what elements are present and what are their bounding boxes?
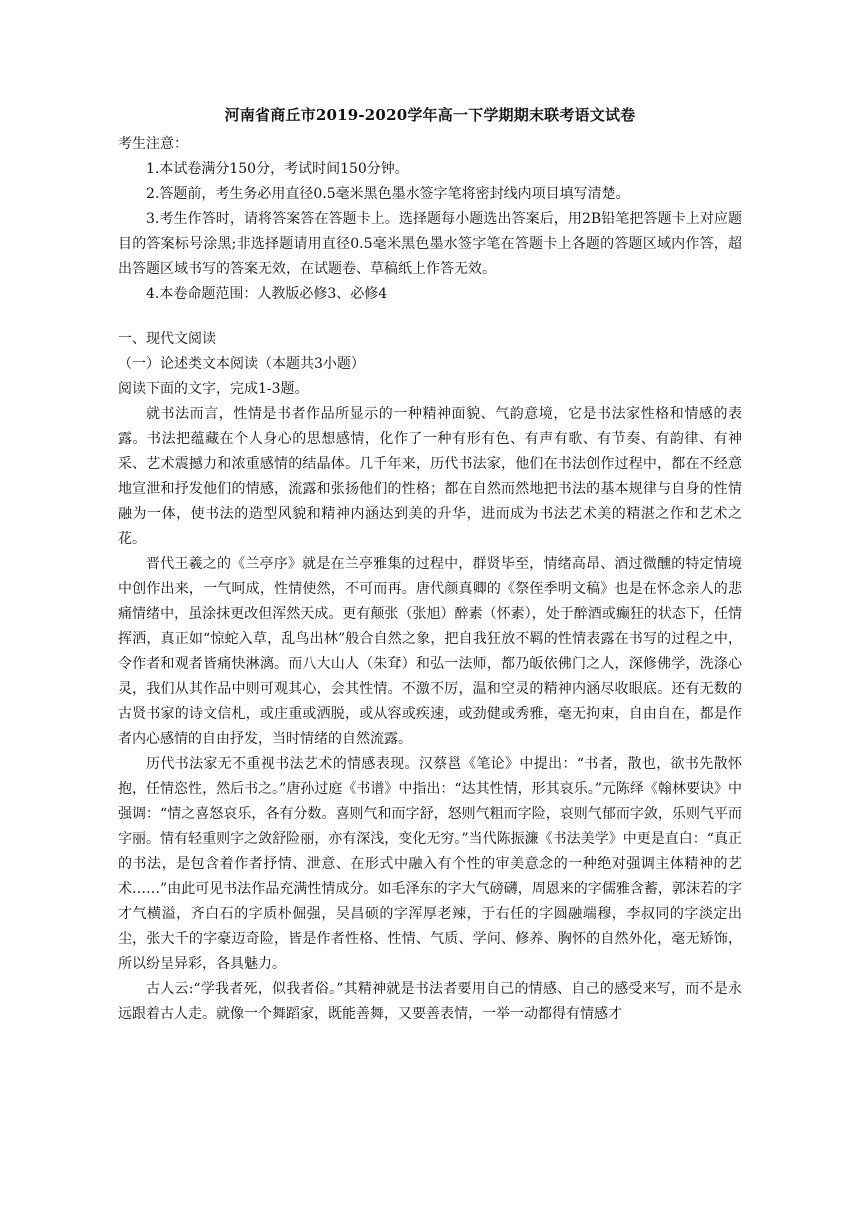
notice-item-2: 2.答题前，考生务必用直径0.5毫米黑色墨水签字笔将密封线内项目填写清楚。 <box>146 186 630 202</box>
notice-heading: 考生注意： <box>118 136 188 152</box>
document-title: 河南省商丘市2019-2020学年高一下学期期末联考语文试卷 <box>224 106 636 124</box>
notice-item-4: 4.本卷命题范围：人教版必修3、必修4 <box>146 286 388 302</box>
reading-instruction: 阅读下面的文字，完成1-3题。 <box>118 381 309 397</box>
body-paragraph-3: 历代书法家无不重视书法艺术的情感表现。汉蔡邕《笔论》中提出：“书者，散也，欲书先散怀抱，任情恣性，然后书之。”唐孙过庭《书谱》中指出：“达其性情，形其哀乐。”元陈绎《翰林要诀》中强调：“情之喜怒哀乐，各有分数。喜则气和而字舒，怒则气粗而字险，哀则气郁而字敛，乐则气平而字丽。情有轻重则字之敛舒险丽，亦有深浅，变化无穷。”当代陈振濂《书法美学》中更是直白：“真正的书法，是包含着作者抒情、泄意、在形式中融入有个性的审美意念的一种绝对强调主体精神的艺术……”由此可见书法作品充满性情成分。如毛泽东的字大气磅礴，周恩来的字儒雅含蓄，郭沫若的字才气横溢，齐白石的字质朴倔强，吴昌硕的字浑厚老辣，于右任的字圆融端穆，李叔同的字淡定出尘，张大千的字豪迈奇险，皆是作者性格、性情、气质、学问、修养、胸怀的自然外化，毫无矫饰，所以纷呈异彩，各具魅力。 <box>118 756 742 972</box>
notice-item-3: 3.考生作答时，请将答案答在答题卡上。选择题每小题选出答案后，用2B铅笔把答题卡上对应题目的答案标号涂黑;非选择题请用直径0.5毫米黑色墨水签字笔在答题卡上各题的答题区域内作答，超出答题区域书写的答案无效，在试题卷、草稿纸上作答无效。 <box>118 211 742 277</box>
section-spacer <box>118 307 742 327</box>
body-paragraph-4: 古人云:“学我者死，似我者俗。”其精神就是书法者要用自己的情感、自己的感受来写，而不是永远跟着古人走。就像一个舞蹈家，既能善舞，又要善表情，一举一动都得有情感才 <box>118 981 742 1022</box>
body-paragraph-1: 就书法而言，性情是书者作品所显示的一种精神面貌、气韵意境，它是书法家性格和情感的表露。书法把蕴藏在个人身心的思想感情，化作了一种有形有色、有声有歌、有节奏、有韵律、有神采、艺术震撼力和浓重感情的结晶体。几千年来，历代书法家，他们在书法创作过程中，都在不经意地宣泄和抒发他们的情感，流露和张扬他们的性格；都在自然而然地把书法的基本规律与自身的性情融为一体，使书法的造型风貌和精神内涵达到美的升华，进而成为书法艺术美的精湛之作和艺术之花。 <box>118 406 742 547</box>
subsection-heading: （一）论述类文本阅读（本题共3小题） <box>118 356 365 372</box>
body-paragraph-2: 晋代王羲之的《兰亭序》就是在兰亭雅集的过程中，群贤毕至，情绪高昂、酒过微醺的特定情境中创作出来，一气呵成，性情使然，不可而再。唐代颜真卿的《祭侄季明文稿》也是在怀念亲人的悲痛情绪中，虽涂抹更改但浑然天成。更有颠张（张旭）醉素（怀素），处于醉酒或癫狂的状态下，任情挥洒，真正如“惊蛇入草，乱鸟出林”般合自然之象，把自我狂放不羁的性情表露在书写的过程之中，令作者和观者皆痛快淋漓。而八大山人（朱耷）和弘一法师，都乃皈依佛门之人，深修佛学，洗涤心灵，我们从其作品中则可观其心，会其性情。不激不厉，温和空灵的精神内涵尽收眼底。还有无数的古贤书家的诗文信札，或庄重或洒脱，或从容或疾速，或劲健或秀雅，毫无拘束，自由自在，都是作者内心感情的自由抒发，当时情绪的自然流露。 <box>118 556 742 747</box>
section-heading: 一、现代文阅读 <box>118 331 216 347</box>
notice-item-1: 1.本试卷满分150分，考试时间150分钟。 <box>146 161 409 177</box>
